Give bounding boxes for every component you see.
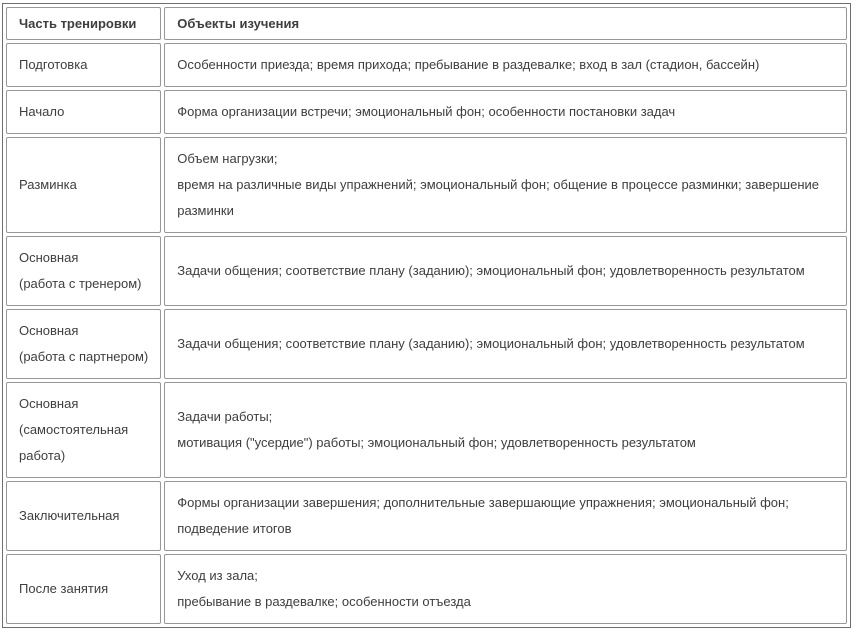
cell-line: работа): [19, 448, 66, 463]
header-cell-study-objects: Объекты изучения: [164, 7, 847, 40]
table-row: [6, 137, 847, 233]
header-row: [6, 7, 847, 40]
cell-line: Основная: [19, 323, 79, 338]
cell-line: Задачи общения; соответствие плану (заданию); эмоциональный фон; удовлетворенность результатом: [177, 336, 805, 351]
objects-cell: [164, 236, 847, 306]
cell-line: Уход из зала;: [177, 568, 258, 583]
part-cell: [6, 481, 161, 551]
part-cell: [6, 236, 161, 306]
cell-line: Форма организации встречи; эмоциональный фон; особенности постановки задач: [177, 104, 676, 119]
table-row: [6, 90, 847, 134]
cell-line: Объем нагрузки;: [177, 151, 278, 166]
objects-cell: [164, 43, 847, 87]
part-cell: [6, 382, 161, 478]
part-cell: [6, 554, 161, 624]
table-body: [6, 43, 847, 624]
cell-line: Формы организации завершения; дополнительные завершающие упражнения; эмоциональный фон; подведение итогов: [177, 495, 789, 536]
part-cell: [6, 309, 161, 379]
objects-cell: [164, 382, 847, 478]
cell-line: (самостоятельная: [19, 422, 129, 437]
cell-line: Начало: [19, 104, 65, 119]
cell-line: Особенности приезда; время прихода; пребывание в раздевалке; вход в зал (стадион, бассейн): [177, 57, 760, 72]
objects-cell: [164, 554, 847, 624]
table-row: [6, 382, 847, 478]
cell-line: пребывание в раздевалке; особенности отъезда: [177, 594, 471, 609]
table-row: [6, 43, 847, 87]
objects-cell: [164, 90, 847, 134]
objects-cell: [164, 481, 847, 551]
objects-cell: [164, 137, 847, 233]
cell-line: Задачи работы;: [177, 409, 273, 424]
cell-line: Основная: [19, 250, 79, 265]
cell-line: Разминка: [19, 177, 77, 192]
table-row: [6, 554, 847, 624]
cell-line: Основная: [19, 396, 79, 411]
cell-line: время на различные виды упражнений; эмоциональный фон; общение в процессе разминки; завершение разминки: [177, 177, 820, 218]
cell-line: После занятия: [19, 581, 109, 596]
cell-line: Подготовка: [19, 57, 88, 72]
cell-line: Задачи общения; соответствие плану (заданию); эмоциональный фон; удовлетворенность результатом: [177, 263, 805, 278]
part-cell: [6, 90, 161, 134]
table-row: [6, 481, 847, 551]
objects-cell: [164, 309, 847, 379]
training-observation-table: [2, 3, 851, 628]
cell-line: (работа с тренером): [19, 276, 142, 291]
cell-line: (работа с партнером): [19, 349, 149, 364]
table-row: [6, 236, 847, 306]
part-cell: [6, 43, 161, 87]
cell-line: мотивация ("усердие") работы; эмоциональный фон; удовлетворенность результатом: [177, 435, 696, 450]
cell-line: Заключительная: [19, 508, 120, 523]
table-row: [6, 309, 847, 379]
header-cell-training-part: Часть тренировки: [6, 7, 161, 40]
part-cell: [6, 137, 161, 233]
